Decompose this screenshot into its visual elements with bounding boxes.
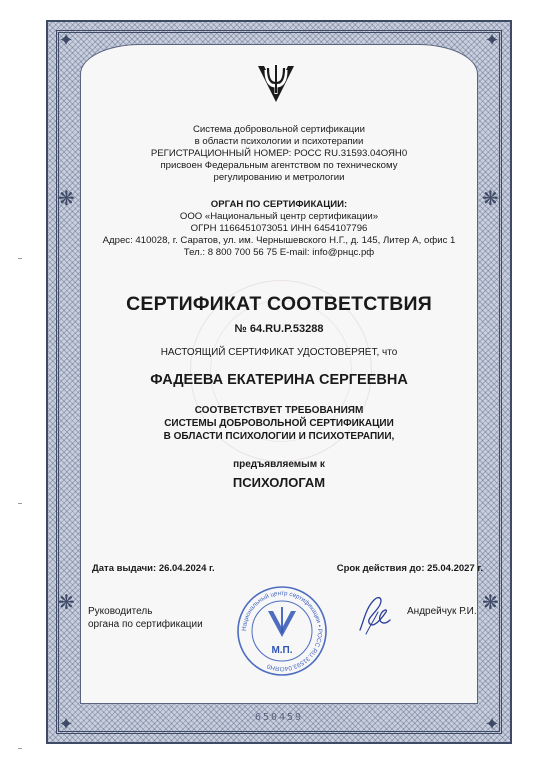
system-name-line: в области психологии и психотерапии [194, 136, 364, 147]
corner-ornament-icon: ✦ [484, 30, 500, 50]
margin-mark [18, 258, 22, 259]
system-name-line: Система добровольной сертификации [193, 124, 365, 135]
side-ornament-icon: ❋ [58, 592, 75, 614]
registration-number: РЕГИСТРАЦИОННЫЙ НОМЕР: РОСС RU.31593.04ОЯН0 [150, 148, 408, 159]
serial-number: 650459 [254, 712, 304, 723]
side-ornament-icon: ❋ [482, 188, 499, 210]
corner-ornament-icon: ✦ [484, 714, 500, 734]
side-ornament-icon: ❋ [482, 592, 499, 614]
agency-line: присвоен Федеральным агентством по техническому [160, 160, 398, 171]
requirements-line: В ОБЛАСТИ ПСИХОЛОГИИ И ПСИХОТЕРАПИИ, [163, 431, 395, 442]
corner-ornament-icon: ✦ [58, 30, 74, 50]
stamp-ring-text: Национальный центр сертификации • РОСС RU.31593.04ОЯН0 [240, 589, 324, 673]
requirements-line: СИСТЕМЫ ДОБРОВОЛЬНОЙ СЕРТИФИКАЦИИ [164, 418, 394, 429]
organ-contacts: Тел.: 8 800 700 56 75 E-mail: info@рнцс.рф [183, 247, 375, 258]
signatory-role-line: органа по сертификации [88, 619, 203, 630]
margin-mark [18, 503, 22, 504]
requirements-line: СООТВЕТСТВУЕТ ТРЕБОВАНИЯМ [194, 405, 364, 416]
organ-ogrn-inn: ОГРН 1166451073051 ИНН 6454107796 [190, 223, 368, 234]
organ-address: Адрес: 410028, г. Саратов, ул. им. Чернышевского Н.Г., д. 145, Литер А, офис 1 [102, 235, 456, 246]
signatory-name: Андрейчук Р.И. [407, 606, 477, 617]
applied-to-text: предъявляемым к [233, 459, 325, 470]
signatory-role [88, 605, 203, 631]
certifies-conjunction: что [382, 347, 398, 358]
signatory-role-line: Руководитель [88, 606, 153, 617]
side-ornament-icon: ❋ [58, 188, 75, 210]
seal-stamp-icon [236, 585, 328, 677]
organ-heading: ОРГАН ПО СЕРТИФИКАЦИИ: [210, 199, 348, 210]
issue-date: Дата выдачи: 26.04.2024 г. [92, 563, 215, 574]
corner-ornament-icon: ✦ [58, 714, 74, 734]
psi-logo-icon [248, 62, 304, 106]
profession: ПСИХОЛОГАМ [232, 475, 326, 490]
agency-line: регулированию и метрологии [213, 172, 345, 183]
certificate-title: СЕРТИФИКАТ СООТВЕТСТВИЯ [126, 293, 432, 315]
organ-name: ООО «Национальный центр сертификации» [179, 211, 379, 222]
certifies-text: НАСТОЯЩИЙ СЕРТИФИКАТ УДОСТОВЕРЯЕТ, [160, 347, 380, 358]
holder-name: ФАДЕЕВА ЕКАТЕРИНА СЕРГЕЕВНА [150, 372, 408, 388]
margin-mark [18, 748, 22, 749]
handwritten-signature [352, 590, 398, 638]
certifies-line [80, 347, 478, 359]
valid-until-date: Срок действия до: 25.04.2027 г. [336, 563, 483, 574]
stamp-center-text: М.П. [271, 645, 293, 656]
certificate-number: № 64.RU.Р.53288 [234, 323, 324, 335]
